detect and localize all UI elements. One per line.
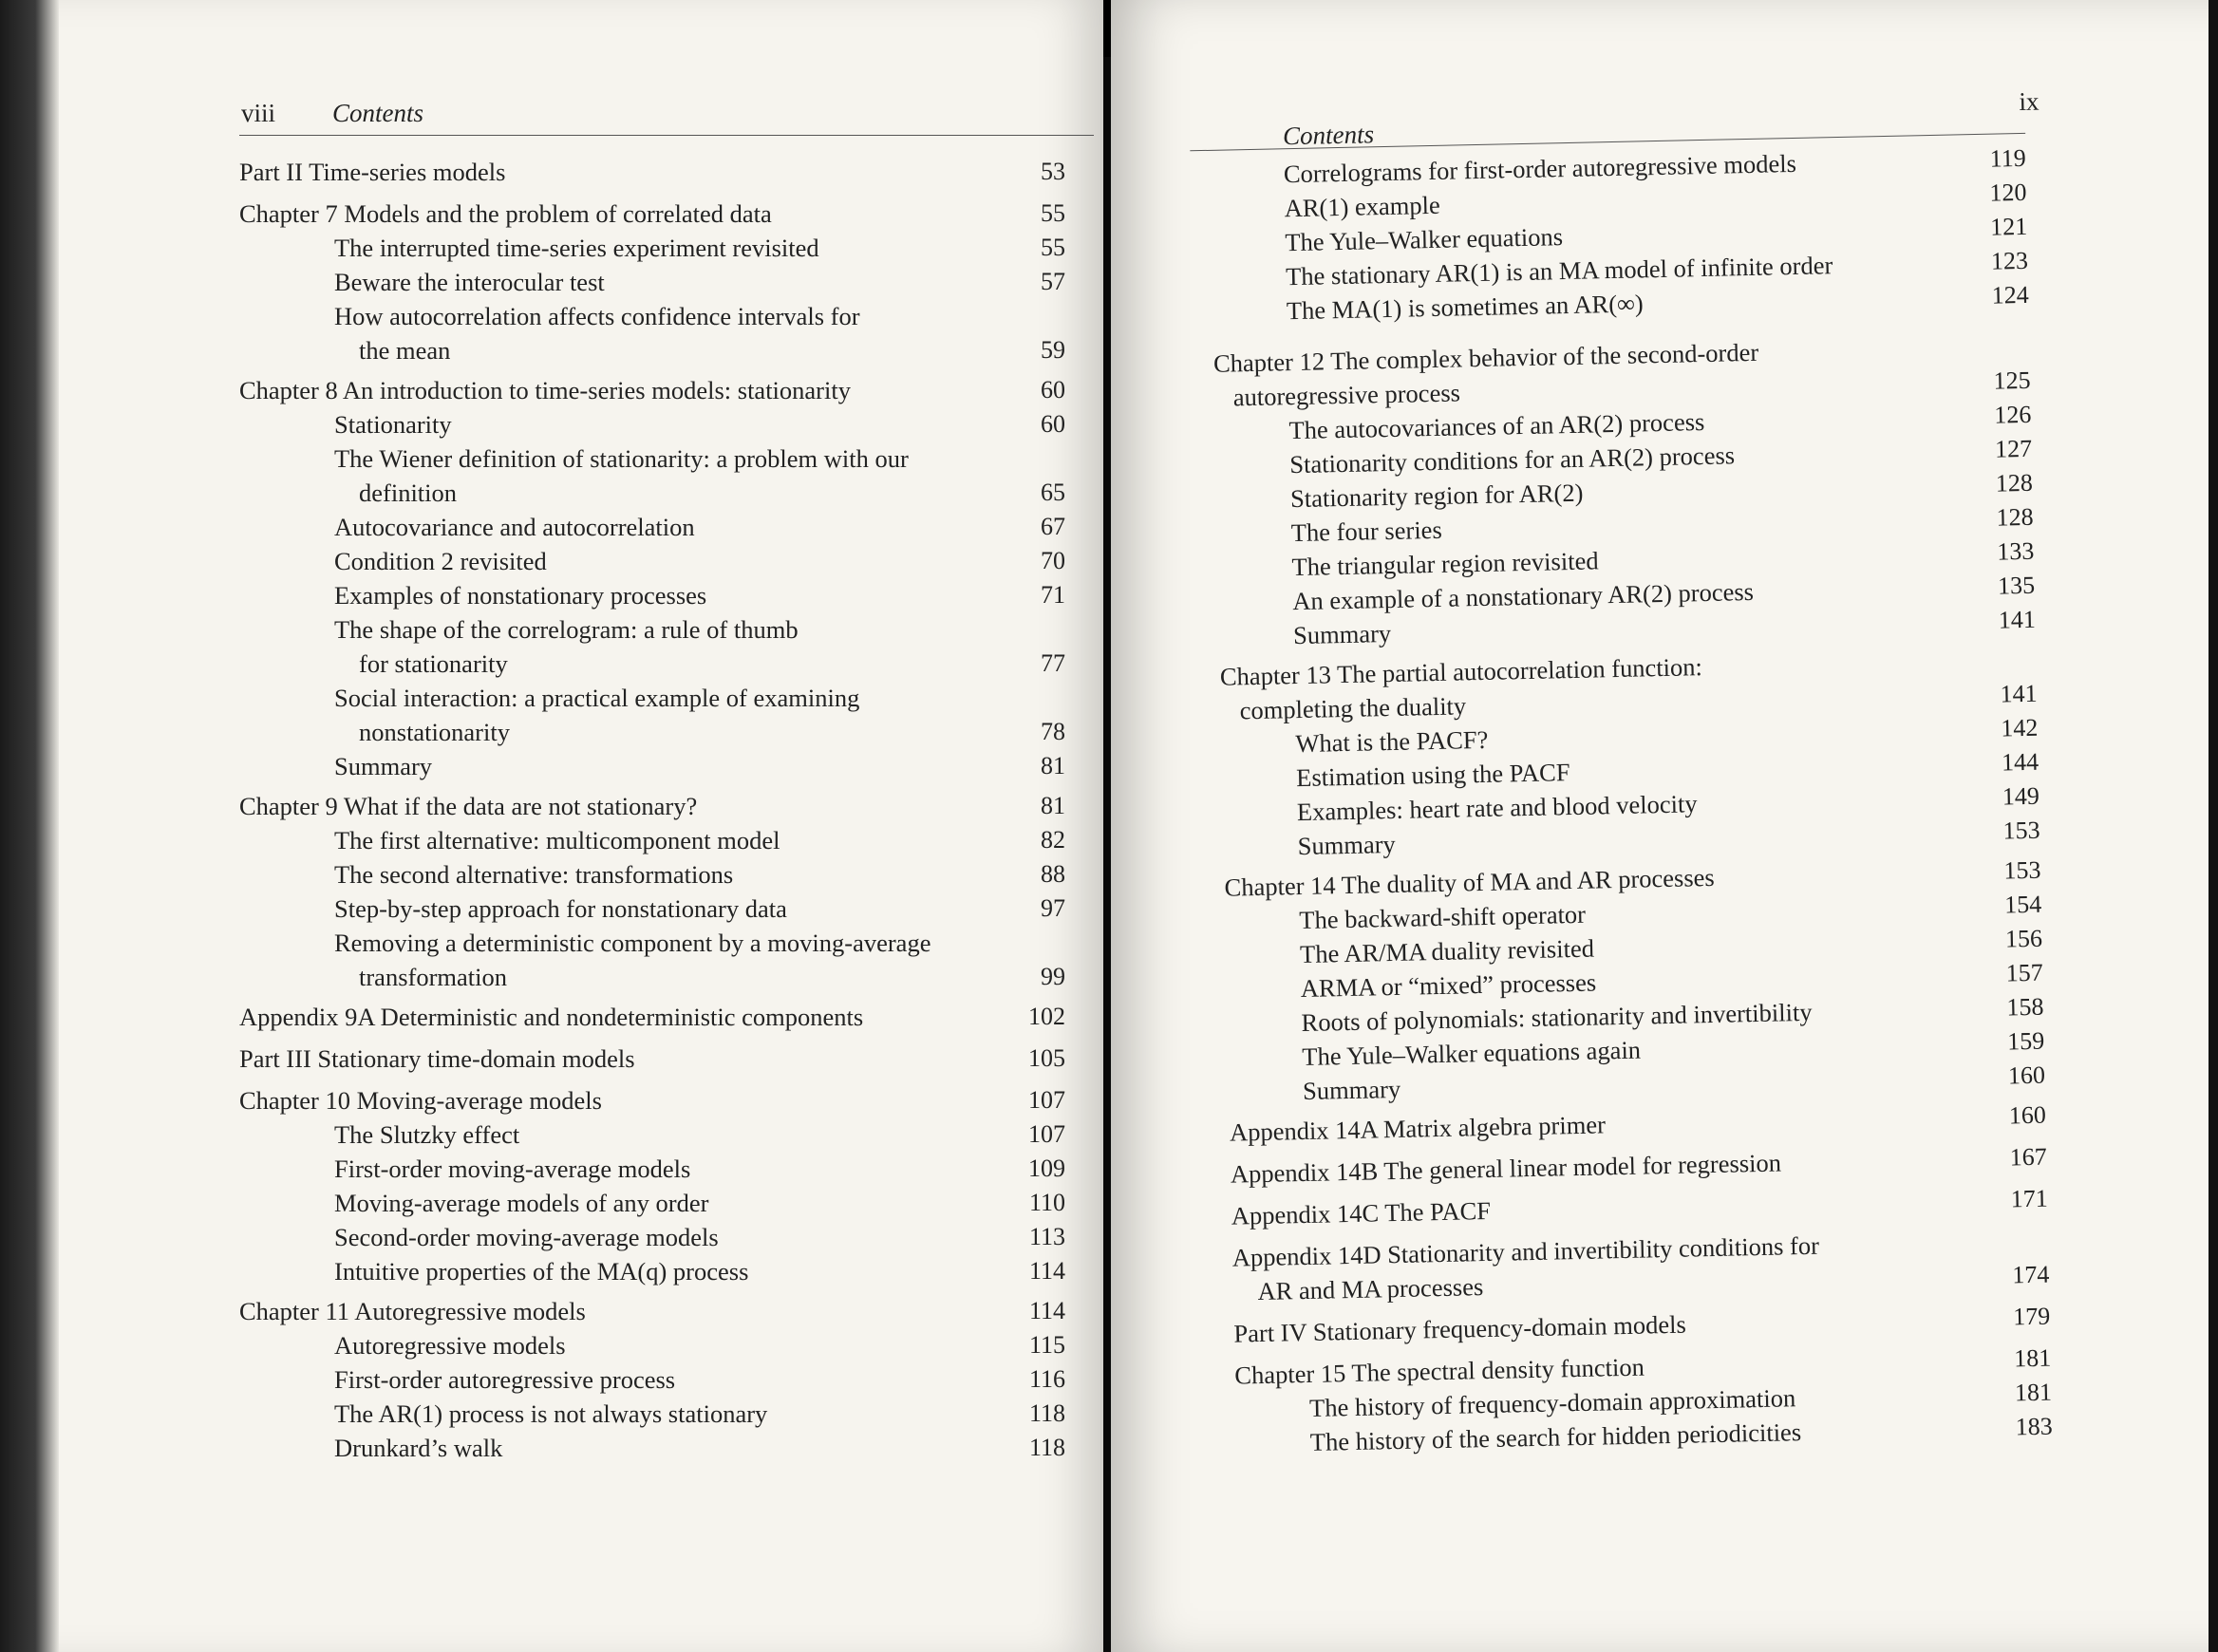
toc-entry: Chapter 9 What if the data are not stationary? (239, 792, 698, 820)
toc-page-number: 102 (1028, 1003, 1065, 1030)
toc-page-number: 171 (2010, 1184, 2048, 1213)
toc-page-number: 60 (1041, 410, 1065, 438)
toc-page-number: 120 (1989, 178, 2027, 207)
toc-entry: Condition 2 revisited (334, 547, 547, 575)
toc-page-number: 181 (2014, 1378, 2053, 1407)
toc-entry: Stationarity region for AR(2) (1289, 478, 1584, 514)
toc-page-number: 71 (1041, 581, 1065, 609)
toc-page-number: 109 (1028, 1155, 1065, 1182)
right-folio: ix (2019, 86, 2039, 116)
toc-page-number: 153 (2003, 855, 2041, 885)
toc-page-number: 99 (1041, 963, 1065, 990)
toc-entry: Summary (1302, 1074, 1401, 1106)
toc-page-number: 128 (1995, 468, 2034, 497)
toc-page-number: 116 (1028, 1365, 1065, 1393)
toc-entry: The history of frequency-domain approximation (1308, 1383, 1796, 1422)
toc-page-number: 157 (2005, 958, 2043, 987)
toc-page-number: 70 (1041, 547, 1065, 574)
toc-page-number: 88 (1041, 860, 1065, 888)
toc-page-number: 55 (1041, 234, 1065, 261)
toc-page-number: 133 (1997, 536, 2035, 566)
toc-entry: Appendix 14A Matrix algebra primer (1229, 1110, 1607, 1147)
toc-entry: Part II Time-series models (239, 158, 506, 186)
toc-entry: Appendix 14C The PACF (1231, 1195, 1492, 1230)
toc-entry: Estimation using the PACF (1295, 758, 1570, 793)
toc-page-number: 59 (1041, 336, 1065, 364)
toc-entry: ARMA or “mixed” processes (1300, 967, 1597, 1004)
toc-page-number: 81 (1041, 752, 1065, 779)
toc-entry: Summary (1292, 618, 1392, 650)
toc-entry: First-order autoregressive process (334, 1365, 676, 1394)
toc-entry: The backward-shift operator (1299, 899, 1587, 935)
toc-entry: What is the PACF? (1295, 724, 1489, 759)
toc-entry: Chapter 14 The duality of MA and AR processes (1224, 862, 1715, 902)
toc-page-number: 114 (1028, 1297, 1065, 1324)
toc-page-number: 181 (2013, 1343, 2052, 1373)
toc-page-number: 183 (2015, 1412, 2053, 1441)
toc-entry: Correlograms for first-order autoregressive models (1283, 148, 1797, 189)
toc-entry: Appendix 14B The general linear model for regression (1230, 1148, 1782, 1189)
toc-entry: definition (359, 479, 458, 507)
toc-entry: Autoregressive models (334, 1331, 566, 1360)
toc-entry: Chapter 10 Moving-average models (239, 1086, 602, 1115)
left-page (59, 0, 1103, 1652)
toc-page-number: 118 (1028, 1399, 1065, 1427)
toc-page-number: 77 (1041, 649, 1065, 677)
toc-entry: Stationarity (334, 410, 452, 439)
toc-page-number: 127 (1994, 434, 2033, 463)
toc-page-number (1973, 332, 2030, 333)
left-head-rule (239, 135, 1094, 136)
toc-entry: Part III Stationary time-domain models (239, 1044, 635, 1073)
toc-entry: the mean (359, 336, 451, 365)
toc-entry: The MA(1) is sometimes an AR(∞) (1286, 289, 1644, 326)
toc-entry: The history of the search for hidden periodicities (1309, 1417, 1802, 1456)
toc-entry: AR(1) example (1284, 190, 1441, 223)
toc-page-number: 154 (2003, 890, 2042, 919)
toc-page-number: 67 (1041, 513, 1065, 540)
toc-entry: AR and MA processes (1257, 1272, 1484, 1306)
toc-page-number: 160 (2008, 1100, 2047, 1130)
toc-entry: Social interaction: a practical example of examining (334, 684, 860, 712)
toc-page-number: 158 (2006, 992, 2044, 1022)
toc-entry: Appendix 14D Stationarity and invertibility conditions for (1231, 1230, 1820, 1272)
toc-page-number: 65 (1041, 479, 1065, 506)
toc-entry: The Wiener definition of stationarity: a problem with our (334, 444, 909, 473)
toc-page-number: 81 (1041, 792, 1065, 819)
right-running-head: Contents (1282, 120, 1375, 151)
toc-entry: Autocovariance and autocorrelation (334, 513, 695, 541)
toc-entry: Summary (1297, 829, 1397, 861)
right-page-content (1111, 0, 2218, 1652)
toc-entry: Chapter 7 Models and the problem of correlated data (239, 199, 772, 228)
toc-page-number: 142 (2000, 713, 2039, 742)
toc-page-number: 105 (1028, 1044, 1065, 1072)
toc-page-number: 160 (2007, 1061, 2046, 1090)
toc-entry: Moving-average models of any order (334, 1189, 709, 1217)
toc-entry: An example of a nonstationary AR(2) process (1291, 576, 1755, 616)
toc-page-number: 135 (1997, 571, 2036, 600)
toc-entry: completing the duality (1239, 691, 1467, 725)
toc-entry: Chapter 15 The spectral density function (1234, 1352, 1645, 1390)
toc-page-number: 153 (2002, 816, 2040, 845)
toc-page-number: 113 (1028, 1223, 1065, 1250)
toc-page-number: 53 (1041, 158, 1065, 185)
toc-entry: The autocovariances of an AR(2) process (1288, 407, 1705, 445)
toc-entry: Chapter 8 An introduction to time-series models: stationarity (239, 376, 851, 404)
toc-page-number: 110 (1028, 1189, 1065, 1216)
toc-page-number: 118 (1028, 1434, 1065, 1461)
toc-page-number: 126 (1994, 400, 2032, 429)
toc-page-number: 57 (1041, 268, 1065, 295)
toc-entry: The AR(1) process is not always stationary (334, 1399, 768, 1428)
toc-page-number: 115 (1028, 1331, 1065, 1359)
toc-page-number (1979, 646, 2036, 647)
left-running-head: Contents (332, 99, 424, 127)
toc-entry: The four series (1290, 515, 1443, 548)
toc-entry: The second alternative: transformations (334, 860, 734, 889)
toc-entry: Drunkard’s walk (334, 1434, 503, 1462)
toc-page-number: 149 (2002, 781, 2040, 811)
toc-page-number: 60 (1041, 376, 1065, 404)
toc-entry: Second-order moving-average models (334, 1223, 719, 1251)
toc-entry: Beware the interocular test (334, 268, 605, 296)
toc-page-number: 124 (1991, 280, 2030, 310)
toc-page-number (1991, 1227, 2048, 1228)
toc-entry: nonstationarity (359, 718, 510, 746)
left-folio: viii (241, 99, 276, 127)
toc-entry: The triangular region revisited (1291, 546, 1599, 582)
toc-page-number: 156 (2004, 924, 2043, 953)
toc-entry: Appendix 9A Deterministic and nondeterministic components (239, 1003, 864, 1031)
toc-entry: Part IV Stationary frequency-domain models (1233, 1309, 1687, 1348)
toc-entry: The shape of the correlogram: a rule of thumb (334, 615, 799, 644)
toc-entry: for stationarity (359, 649, 508, 678)
toc-entry: The stationary AR(1) is an MA model of infinite order (1285, 251, 1833, 291)
toc-page-number: 121 (1989, 212, 2028, 241)
toc-page-number: 123 (1990, 246, 2029, 275)
toc-entry: Stationarity conditions for an AR(2) process (1288, 441, 1736, 479)
toc-page-number: 107 (1028, 1086, 1065, 1114)
toc-entry: Chapter 12 The complex behavior of the second-order (1212, 337, 1759, 378)
toc-page-number: 125 (1993, 366, 2031, 395)
toc-page-number: 179 (2012, 1302, 2051, 1331)
toc-entry: The Yule–Walker equations (1285, 222, 1564, 257)
toc-entry: transformation (359, 963, 508, 991)
toc-entry: Step-by-step approach for nonstationary data (334, 894, 787, 923)
toc-entry: Examples of nonstationary processes (334, 581, 707, 610)
toc-entry: The AR/MA duality revisited (1299, 933, 1595, 969)
toc-page-number: 174 (2012, 1260, 2050, 1289)
toc-page-number: 107 (1028, 1120, 1065, 1148)
toc-page-number: 82 (1041, 826, 1065, 854)
toc-entry: How autocorrelation affects confidence intervals for (334, 302, 860, 330)
toc-entry: First-order moving-average models (334, 1155, 691, 1183)
toc-entry: Summary (334, 752, 433, 780)
toc-entry: The Yule–Walker equations again (1302, 1035, 1642, 1072)
toc-entry: Intuitive properties of the MA(q) process (334, 1257, 749, 1286)
toc-entry: Removing a deterministic component by a moving-average (334, 929, 931, 957)
toc-entry: Roots of polynomials: stationarity and invertibility (1301, 997, 1813, 1038)
toc-page-number: 97 (1041, 894, 1065, 922)
toc-page-number: 55 (1041, 199, 1065, 227)
toc-page-number: 144 (2001, 747, 2039, 777)
toc-entry: The first alternative: multicomponent model (334, 826, 780, 854)
toc-entry: The interrupted time-series experiment revisited (334, 234, 819, 262)
toc-entry: autoregressive process (1232, 378, 1461, 412)
toc-page-number: 114 (1028, 1257, 1065, 1285)
book-edge-left (0, 0, 59, 1652)
toc-page-number: 141 (1998, 605, 2037, 634)
toc-entry: Examples: heart rate and blood velocity (1296, 789, 1698, 827)
toc-entry: The Slutzky effect (334, 1120, 520, 1149)
toc-page-number: 159 (2006, 1026, 2045, 1056)
right-page (1111, 0, 2218, 1652)
toc-entry: Chapter 13 The partial autocorrelation function: (1219, 652, 1703, 691)
toc-page-number: 119 (1989, 143, 2026, 173)
toc-entry: Chapter 11 Autoregressive models (239, 1297, 586, 1325)
book-edge-right (2209, 0, 2218, 1652)
toc-page-number: 141 (2000, 679, 2038, 708)
toc-page-number: 167 (2009, 1142, 2048, 1172)
toc-page-number: 128 (1996, 502, 2034, 532)
toc-page-number: 78 (1041, 718, 1065, 745)
